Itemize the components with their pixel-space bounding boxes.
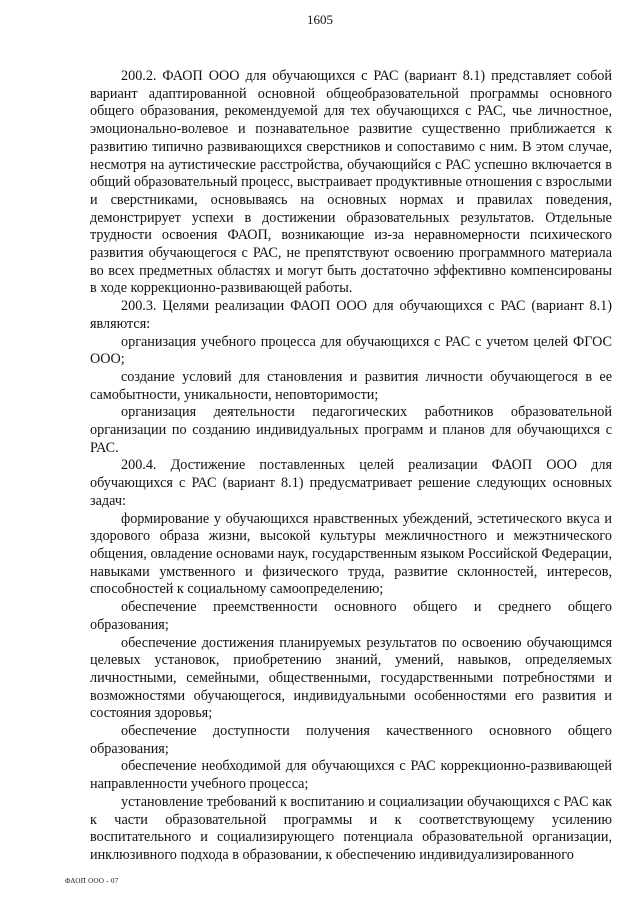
paragraph-200-3: 200.3. Целями реализации ФАОП ООО для обучающихся с РАС (вариант 8.1) являются: <box>90 298 612 332</box>
paragraph-200-2: 200.2. ФАОП ООО для обучающихся с РАС (вариант 8.1) представляет собой вариант адаптированной основной общеобразовательной программы основного общего образования, рекомендуемой для тех обучающихся с РАС, чье личностное, эмоционально-волевое и познавательное развитие существенно приближается к развитию типично развивающихся сверстников и сопоставимо с ним. В этом случае, несмотря на аутистические расстройства, обучающийся с РАС успешно включается в общий образовательный процесс, выстраивает продуктивные отношения с взрослыми и сверстниками, основываясь на основных нормах и правилах поведения, демонстрирует успехи в достижении образовательных результатов. Отдельные трудности освоения ФАОП, возникающие из-за неравномерности психического развития обучающегося с РАС, не препятствуют освоению программного материала во всех предметных областях и могут быть достаточно эффективно компенсированы в ходе коррекционно-развивающей работы. <box>90 68 612 297</box>
task-item: установление требований к воспитанию и социализации обучающихся с РАС как к части образовательной программы и к соответствующему усилению воспитательного и социализирующего потенциала образовательной организации, инклюзивного подхода в образовании, к обеспечению индивидуализированного <box>90 793 612 863</box>
task-item: обеспечение доступности получения качественного основного общего образования; <box>90 723 612 757</box>
task-item: обеспечение необходимой для обучающихся с РАС коррекционно-развивающей направленности учебного процесса; <box>90 758 612 793</box>
goal-item: организация деятельности педагогических работников образовательной организации по созданию индивидуальных программ и планов для обучающихся с РАС. <box>90 404 612 456</box>
paragraph-200-4: 200.4. Достижение поставленных целей реализации ФАОП ООО для обучающихся с РАС (вариант 8.1) предусматривает решение следующих основных задач: <box>90 457 612 509</box>
goal-item: создание условий для становления и развития личности обучающегося в ее самобытности, уникальности, неповторимости; <box>90 368 612 403</box>
task-item: обеспечение преемственности основного общего и среднего общего образования; <box>90 599 612 633</box>
document-body <box>90 68 612 865</box>
page-number: 1605 <box>307 12 333 27</box>
document-footer: ФАОП ООО - 07 <box>65 877 119 885</box>
goal-item: организация учебного процесса для обучающихся с РАС с учетом целей ФГОС ООО; <box>90 333 612 368</box>
task-item: обеспечение достижения планируемых результатов по освоению обучающимся целевых установок, приобретению знаний, умений, навыков, определяемых личностными, семейными, общественными, государственными потребностями и возможностями обучающегося, индивидуальными особенностями его развития и состояния здоровья; <box>90 634 612 722</box>
task-item: формирование у обучающихся нравственных убеждений, эстетического вкуса и здорового образа жизни, высокой культуры межличностного и межэтнического общения, овладение основами наук, государственным языком Российской Федерации, навыками умственного и физического труда, развитие склонностей, интересов, способностей к социальному самоопределению; <box>90 510 612 598</box>
